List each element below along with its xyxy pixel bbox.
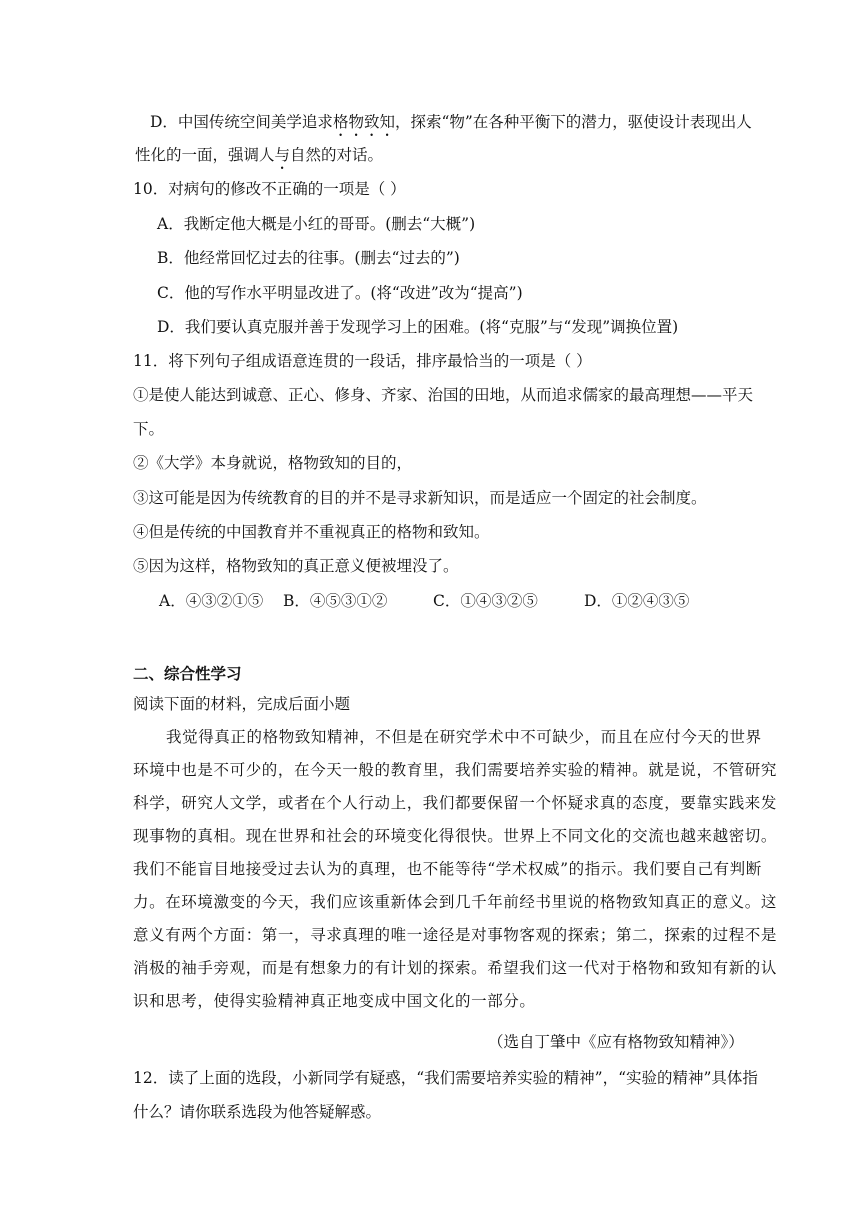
q11-sentence-3: ③这可能是因为传统教育的目的并不是寻求新知识，而是适应一个固定的社会制度。 — [133, 489, 707, 507]
q11-stem: 11．将下列句子组成语意连贯的一段话，排序最恰当的一项是（ ） — [133, 352, 592, 370]
q11-sentence-2: ②《大学》本身就说，格物致知的目的， — [133, 454, 413, 472]
section-instruction: 阅读下面的材料，完成后面小题 — [133, 695, 351, 713]
q12-line1: 12．读了上面的选段，小新同学有疑惑，“我们需要培养实验的精神”，“实验的精神”具体指 — [133, 1069, 758, 1087]
q10-option-b: B．他经常回忆过去的往事。(删去“过去的”) — [157, 249, 460, 267]
passage-source: （选自丁肇中《应有格物致知精神》） — [488, 1033, 744, 1051]
q10-option-a: A．我断定他大概是小红的哥哥。(删去“大概”) — [157, 215, 476, 233]
q9d-dotted-char: 与 — [274, 146, 291, 164]
q11-sentence-5: ⑤因为这样，格物致知的真正意义便被埋没了。 — [133, 557, 459, 575]
q11-sentence-1-line1: ①是使人能达到诚意、正心、修身、齐家、治国的田地，从而追求儒家的最高理想——平天 — [133, 386, 754, 404]
q10-stem: 10．对病句的修改不正确的一项是（ ） — [133, 180, 406, 198]
passage-line-6: 力。在环境激变的今天，我们应该重新体会到几千年前经书里说的格物致知真正的意义。这 — [133, 893, 778, 911]
q9-option-d-line1 — [150, 111, 752, 140]
passage-line-2: 环境中也是不可少的，在今天一般的教育里，我们需要培养实验的精神。就是说，不管研究 — [133, 761, 778, 779]
passage-line-7: 意义有两个方面：第一，寻求真理的唯一途径是对事物客观的探索；第二，探索的过程不是 — [133, 926, 778, 944]
q11-option-a: A．④③②①⑤ — [159, 592, 264, 610]
q12-line2: 什么？请你联系选段为他答疑解惑。 — [133, 1103, 382, 1121]
q11-option-d: D．①②④③⑤ — [584, 592, 690, 610]
passage-line-5: 我们不能盲目地接受过去认为的真理，也不能等待“学术权威”的指示。我们要自己有判断 — [133, 860, 762, 878]
passage-line-9: 识和思考，使得实验精神真正地变成中国文化的一部分。 — [133, 992, 536, 1010]
q9d-text-b: ，探索“物”在各种平衡下的潜力，驱使设计表现出人 — [394, 113, 752, 131]
passage-line-8: 消极的袖手旁观，而是有想象力的有计划的探索。希望我们这一代对于格物和致知有新的认 — [133, 959, 778, 977]
q11-sentence-4: ④但是传统的中国教育并不重视真正的格物和致知。 — [133, 523, 490, 541]
q9d-text-c: 性化的一面，强调人 — [135, 146, 275, 164]
section-heading: 二、综合性学习 — [133, 664, 242, 683]
q9d-text-d: 自然的对话。 — [290, 146, 384, 164]
q11-sentence-1-line2: 下。 — [133, 420, 165, 438]
q11-option-b: B．④⑤③①② — [283, 592, 388, 610]
q9d-text-a: D．中国传统空间美学追求 — [150, 113, 333, 131]
passage-line-4: 现事物的真相。现在世界和社会的环境变化得很快。世界上不同文化的交流也越来越密切。 — [133, 827, 778, 845]
q11-option-c: C．①④③②⑤ — [433, 592, 538, 610]
q10-option-c: C．他的写作水平明显改进了。(将“改进”改为“提高”) — [157, 284, 523, 302]
passage-line-1: 我觉得真正的格物致知精神，不但是在研究学术中不可缺少，而且在应付今天的世界 — [166, 728, 762, 746]
q9-option-d-line2 — [135, 144, 383, 173]
q9d-dotted-term: 格物致知 — [332, 113, 395, 131]
passage-line-3: 科学，研究人文学，或者在个人行动上，我们都要保留一个怀疑求真的态度，要靠实践来发 — [133, 794, 778, 812]
q10-option-d: D．我们要认真克服并善于发现学习上的困难。(将“克服”与“发现”调换位置) — [157, 318, 679, 336]
